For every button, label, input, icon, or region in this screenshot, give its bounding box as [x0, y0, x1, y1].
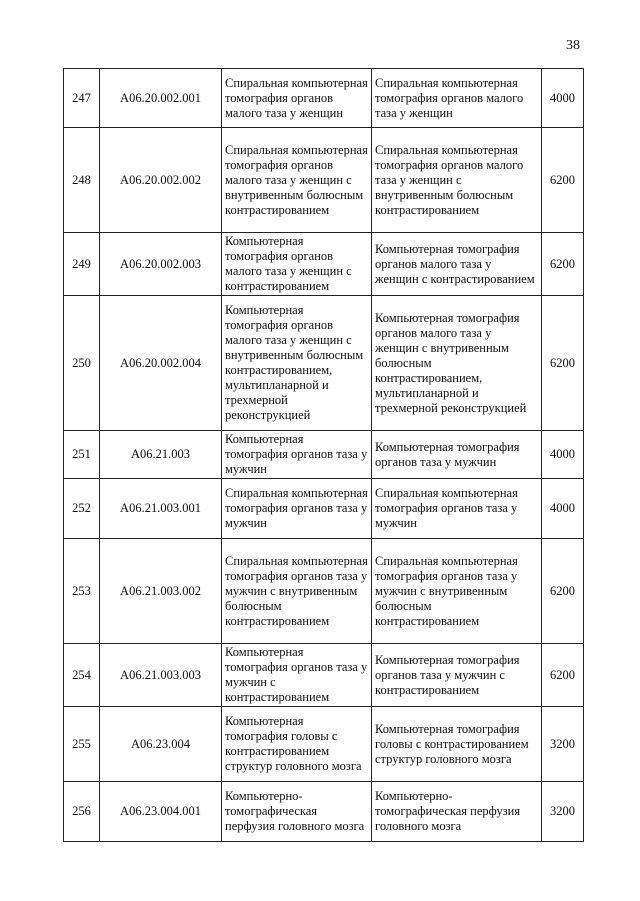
row-number: 255: [64, 707, 100, 782]
row-number: 248: [64, 128, 100, 233]
table-row: [64, 644, 584, 707]
service-description: Спиральная компьютерная томография органов таза у мужчин с внутривенным болюсным контрастированием: [372, 539, 542, 644]
service-code: A06.21.003.002: [100, 539, 222, 644]
service-name: Компьютерно-томографическая перфузия головного мозга: [222, 782, 372, 842]
service-price: 6200: [542, 539, 584, 644]
row-number: 256: [64, 782, 100, 842]
service-price: 4000: [542, 431, 584, 479]
service-code: A06.23.004.001: [100, 782, 222, 842]
service-name: Спиральная компьютерная томография органов таза у мужчин: [222, 479, 372, 539]
service-description: Компьютерная томография органов малого таза у женщин с контрастированием: [372, 233, 542, 296]
service-description: Спиральная компьютерная томография органов малого таза у женщин: [372, 69, 542, 128]
service-description: Спиральная компьютерная томография органов малого таза у женщин с внутривенным болюсным контрастированием: [372, 128, 542, 233]
service-code: A06.21.003.001: [100, 479, 222, 539]
service-name: Компьютерная томография органов малого таза у женщин с внутривенным болюсным контрастированием, мультипланарной и трехмерной реконструкцией: [222, 296, 372, 431]
service-code: A06.20.002.004: [100, 296, 222, 431]
service-name: Компьютерная томография органов таза у мужчин с контрастированием: [222, 644, 372, 707]
service-name: Спиральная компьютерная томография органов таза у мужчин с внутривенным болюсным контрастированием: [222, 539, 372, 644]
service-name: Компьютерная томография органов малого таза у женщин с контрастированием: [222, 233, 372, 296]
service-description: Спиральная компьютерная томография органов таза у мужчин: [372, 479, 542, 539]
services-table: [63, 68, 584, 842]
service-code: A06.20.002.002: [100, 128, 222, 233]
table-row: [64, 782, 584, 842]
service-code: A06.21.003: [100, 431, 222, 479]
row-number: 253: [64, 539, 100, 644]
table-row: [64, 431, 584, 479]
service-price: 6200: [542, 233, 584, 296]
table-row: [64, 707, 584, 782]
service-description: Компьютерно-томографическая перфузия головного мозга: [372, 782, 542, 842]
service-price: 6200: [542, 644, 584, 707]
table-row: [64, 539, 584, 644]
row-number: 252: [64, 479, 100, 539]
row-number: 254: [64, 644, 100, 707]
row-number: 249: [64, 233, 100, 296]
page-number: 38: [566, 38, 580, 53]
service-price: 3200: [542, 782, 584, 842]
service-description: Компьютерная томография органов таза у мужчин: [372, 431, 542, 479]
service-price: 4000: [542, 69, 584, 128]
service-name: Компьютерная томография органов таза у мужчин: [222, 431, 372, 479]
table-row: [64, 296, 584, 431]
service-price: 6200: [542, 128, 584, 233]
service-code: A06.20.002.003: [100, 233, 222, 296]
service-name: Компьютерная томография головы с контрастированием структур головного мозга: [222, 707, 372, 782]
table-row: [64, 69, 584, 128]
table-row: [64, 479, 584, 539]
row-number: 247: [64, 69, 100, 128]
service-description: Компьютерная томография органов малого таза у женщин с внутривенным болюсным контрастированием, мультипланарной и трехмерной реконструкцией: [372, 296, 542, 431]
service-code: A06.21.003.003: [100, 644, 222, 707]
table-row: [64, 233, 584, 296]
service-description: Компьютерная томография органов таза у мужчин с контрастированием: [372, 644, 542, 707]
service-price: 6200: [542, 296, 584, 431]
service-name: Спиральная компьютерная томография органов малого таза у женщин: [222, 69, 372, 128]
service-code: A06.20.002.001: [100, 69, 222, 128]
service-description: Компьютерная томография головы с контрастированием структур головного мозга: [372, 707, 542, 782]
table-row: [64, 128, 584, 233]
service-price: 3200: [542, 707, 584, 782]
service-name: Спиральная компьютерная томография органов малого таза у женщин с внутривенным болюсным контрастированием: [222, 128, 372, 233]
service-code: A06.23.004: [100, 707, 222, 782]
service-price: 4000: [542, 479, 584, 539]
row-number: 250: [64, 296, 100, 431]
row-number: 251: [64, 431, 100, 479]
